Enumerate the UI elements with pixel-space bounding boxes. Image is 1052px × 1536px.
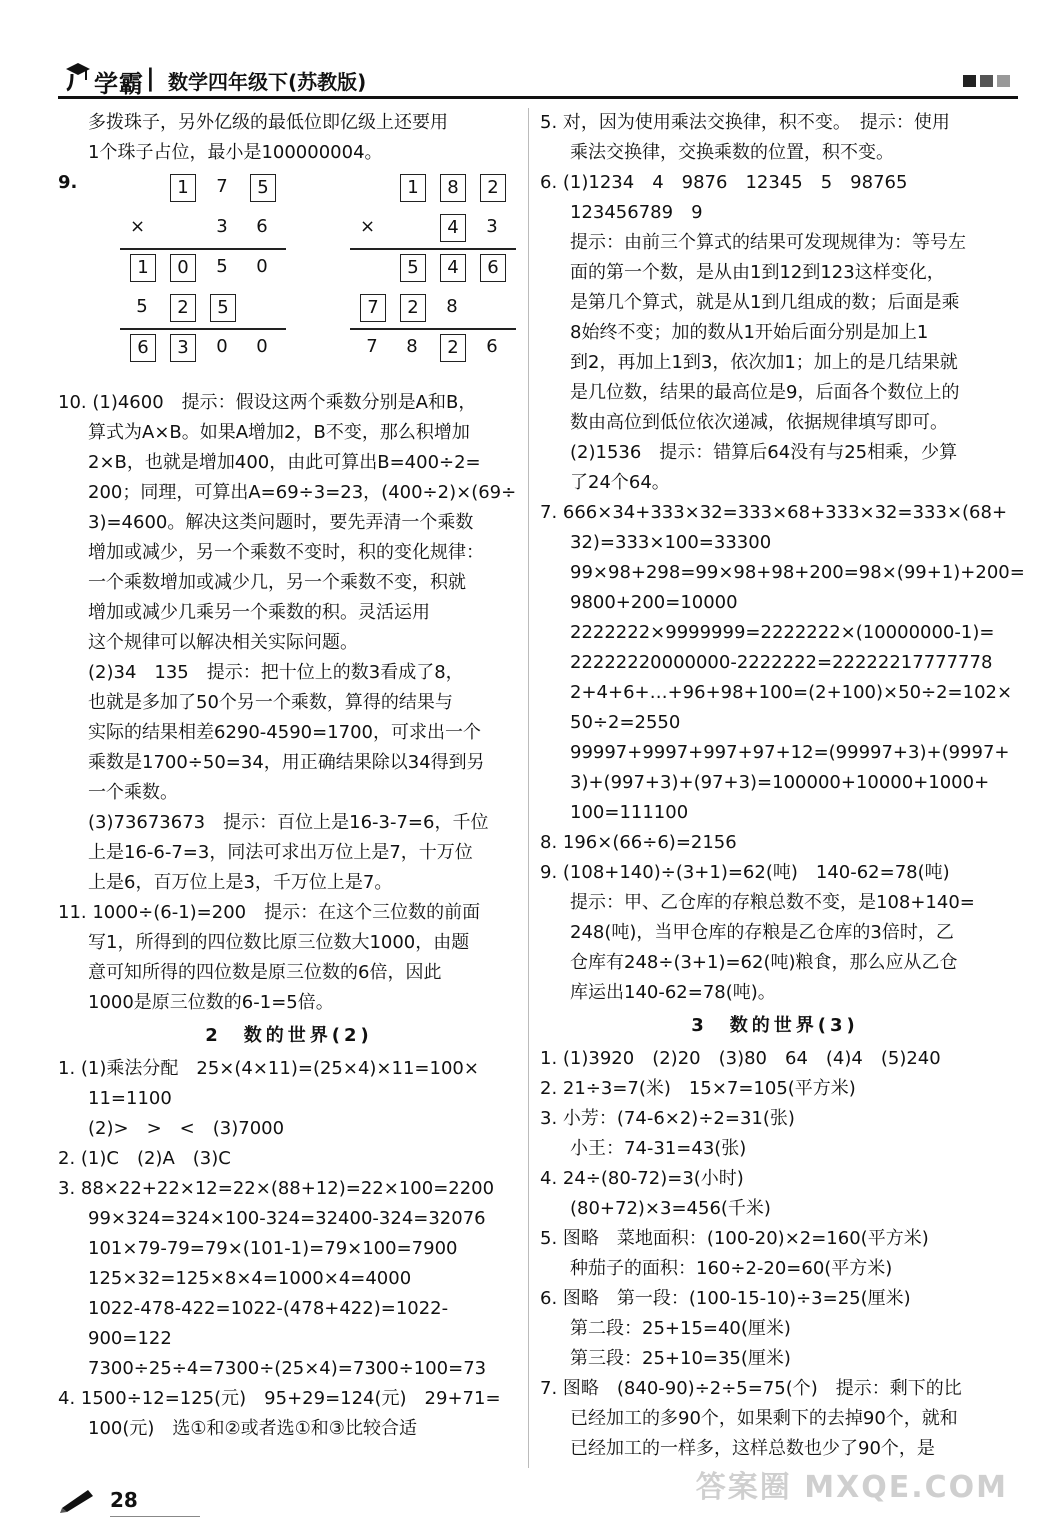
digit-cell: 6	[256, 216, 268, 237]
section-title: 2 数的世界(2)	[205, 1025, 373, 1046]
text-line: 100=111100	[570, 802, 689, 823]
digit-cell: 2	[170, 294, 196, 322]
text-line: 3. 小芳：(74-6×2)÷2=31(张)	[540, 1108, 795, 1129]
digit-cell: 3	[170, 334, 196, 362]
multiplication-puzzle-2	[350, 168, 516, 368]
text-line: 是第几个算式，就是从1到几组成的数；后面是乘	[570, 292, 960, 313]
multiply-sign: ×	[130, 216, 146, 237]
header-decoration	[959, 72, 1010, 91]
multiply-sign: ×	[360, 216, 376, 237]
text-line: 乘数是1700÷50=34，用正确结果除以34得到另	[88, 752, 485, 773]
text-line: 1. (1)3920 (2)20 (3)80 64 (4)4 (5)240	[540, 1048, 941, 1069]
digit-cell: 1	[170, 174, 196, 202]
text-line: 4. 24÷(80-72)=3(小时)	[540, 1168, 744, 1189]
text-line: 5. 对，因为使用乘法交换律，积不变。 提示：使用	[540, 112, 950, 133]
book-title: 数学四年级下(苏教版)	[168, 70, 367, 94]
text-line: 提示：由前三个算式的结果可发现规律为：等号左	[570, 232, 966, 253]
text-line: 小王：74-31=43(张)	[570, 1138, 747, 1159]
text-line: 32)=333×100=33300	[570, 532, 772, 553]
text-line: 7. 666×34+333×32=333×68+333×32=333×(68+	[540, 502, 1008, 523]
text-line: 算式为A×B。如果A增加2，B不变，那么积增加	[88, 422, 470, 443]
text-line: 仓库有248÷(3+1)=62(吨)粮食，那么应从乙仓	[570, 952, 958, 973]
digit-cell: 0	[256, 256, 268, 277]
text-line: 1000是原三位数的6-1=5倍。	[88, 992, 334, 1013]
question-10	[58, 388, 520, 898]
digit-cell: 5	[136, 296, 148, 317]
digit-cell: 0	[256, 336, 268, 357]
text-line: 7300÷25÷4=7300÷(25×4)=7300÷100=73	[88, 1358, 487, 1379]
digit-cell: 8	[446, 296, 458, 317]
text-line: 9800+200=10000	[570, 592, 738, 613]
text-line: 了24个64。	[570, 472, 670, 493]
text-line: 123456789 9	[570, 202, 703, 223]
text-line: 3)=4600。解决这类问题时，要先弄清一个乘数	[88, 512, 474, 533]
digit-cell: 4	[440, 214, 466, 242]
brand-separator: |	[146, 64, 155, 92]
page-number: 28	[110, 1488, 138, 1512]
digit-cell: 7	[216, 176, 228, 197]
text-line: 50÷2=2550	[570, 712, 681, 733]
text-line: 11=1100	[88, 1088, 172, 1109]
text-line: 8. 196×(66÷6)=2156	[540, 832, 737, 853]
question-11	[58, 898, 520, 1018]
text-line: 也就是多加了50个另一个乘数，算得的结果与	[88, 692, 453, 713]
text-line: 2222222×9999999=2222222×(10000000-1)=	[570, 622, 995, 643]
page-header	[58, 58, 1018, 99]
text-line: 22222220000000-2222222=22222217777778	[570, 652, 993, 673]
text-line: 多拨珠子，另外亿级的最低位即亿级上还要用	[88, 112, 448, 133]
digit-cell: 3	[486, 216, 498, 237]
text-line: 数由高位到低位依次递减，依据规律填写即可。	[570, 412, 948, 433]
text-line: 已经加工的多90个，如果剩下的去掉90个，就和	[570, 1408, 958, 1429]
text-line: 第二段：25+15=40(厘米)	[570, 1318, 791, 1339]
left-column	[58, 108, 520, 1444]
digit-cell: 6	[130, 334, 156, 362]
text-line: 提示：甲、乙仓库的存粮总数不变，是108+140=	[570, 892, 975, 913]
digit-cell: 1	[400, 174, 426, 202]
digit-cell: 2	[440, 334, 466, 362]
text-line: 7. 图略 (840-90)÷2÷5=75(个) 提示：剩下的比	[540, 1378, 962, 1399]
text-line: (2)34 135 提示：把十位上的数3看成了8，	[88, 662, 464, 683]
text-line: 库运出140-62=78(吨)。	[570, 982, 776, 1003]
text-line: 实际的结果相差6290-4590=1700，可求出一个	[88, 722, 482, 743]
mortarboard-icon	[64, 60, 92, 92]
digit-cell: 6	[480, 254, 506, 282]
calculation-rule	[350, 248, 516, 250]
text-line: 101×79-79=79×(101-1)=79×100=7900	[88, 1238, 458, 1259]
calculation-rule	[120, 328, 286, 330]
calculation-rule	[350, 328, 516, 330]
text-line: (2)> > < (3)7000	[88, 1118, 285, 1139]
text-line: 2. (1)C (2)A (3)C	[58, 1148, 231, 1169]
watermark: 答案圈 MXQE.COM	[695, 1470, 1008, 1505]
text-line: 248(吨)，当甲仓库的存粮是乙仓库的3倍时，乙	[570, 922, 954, 943]
text-line: 1022-478-422=1022-(478+422)=1022-	[88, 1298, 449, 1319]
text-line: 100(元) 选①和②或者选①和③比较合适	[88, 1418, 417, 1439]
text-line: 5. 图略 菜地面积：(100-20)×2=160(平方米)	[540, 1228, 929, 1249]
digit-cell: 2	[480, 174, 506, 202]
digit-cell: 8	[440, 174, 466, 202]
text-line: 2. 21÷3=7(米) 15×7=105(平方米)	[540, 1078, 856, 1099]
text-line: 已经加工的一样多，这样总数也少了90个，是	[570, 1438, 935, 1459]
multiplication-puzzle-1	[120, 168, 286, 368]
text-line: (2)1536 提示：错算后64没有与25相乘，少算	[570, 442, 958, 463]
text-line: 125×32=125×8×4=1000×4=4000	[88, 1268, 412, 1289]
text-line: 增加或减少，另一个乘数不变时，积的变化规律：	[88, 542, 484, 563]
text-line: (80+72)×3=456(千米)	[570, 1198, 771, 1219]
text-line: 增加或减少几乘另一个乘数的积。灵活运用	[88, 602, 430, 623]
text-line: 3. 88×22+22×12=22×(88+12)=22×100=2200	[58, 1178, 495, 1199]
digit-cell: 7	[360, 294, 386, 322]
text-line: 200；同理，可算出A=69÷3=23，(400÷2)×(69÷	[88, 482, 517, 503]
text-line: 9. (108+140)÷(3+1)=62(吨) 140-62=78(吨)	[540, 862, 950, 883]
digit-cell: 5	[216, 256, 228, 277]
text-line: 6. 图略 第一段：(100-15-10)÷3=25(厘米)	[540, 1288, 911, 1309]
digit-cell: 3	[216, 216, 228, 237]
text-line: 种茄子的面积：160÷2-20=60(平方米)	[570, 1258, 893, 1279]
section-2-answers	[58, 1054, 520, 1444]
text-line: 面的第一个数，是从由1到12到123这样变化，	[570, 262, 945, 283]
digit-cell: 6	[486, 336, 498, 357]
text-line: 第三段：25+10=35(厘米)	[570, 1348, 791, 1369]
text-line: 1个珠子占位，最小是100000004。	[88, 142, 383, 163]
digit-cell: 4	[440, 254, 466, 282]
answers-part-b	[540, 1044, 1010, 1464]
calculation-rule	[120, 248, 286, 250]
digit-cell: 1	[130, 254, 156, 282]
question-9	[58, 168, 520, 388]
text-line: 99×324=324×100-324=32400-324=32076	[88, 1208, 486, 1229]
text-line: 99997+9997+997+97+12=(99997+3)+(9997+	[570, 742, 1010, 763]
text-line: 2×B，也就是增加400，由此可算出B=400÷2=	[88, 452, 481, 473]
text-line: 2+4+6+…+96+98+100=(2+100)×50÷2=102×	[570, 682, 1013, 703]
question-number: 9.	[58, 172, 78, 193]
text-line: (3)73673673 提示：百位上是16-3-7=6，千位	[88, 812, 489, 833]
digit-cell: 5	[250, 174, 276, 202]
text-line: 3)+(997+3)+(97+3)=100000+10000+1000+	[570, 772, 990, 793]
text-line: 6. (1)1234 4 9876 12345 5 98765	[540, 172, 908, 193]
text-line: 是几位数，结果的最高位是9，后面各个数位上的	[570, 382, 960, 403]
digit-cell: 5	[400, 254, 426, 282]
text-line: 这个规律可以解决相关实际问题。	[88, 632, 358, 653]
text-line: 到2，再加上1到3，依次加1；加上的是几结果就	[570, 352, 958, 373]
text-line: 900=122	[88, 1328, 172, 1349]
digit-cell: 7	[366, 336, 378, 357]
text-line: 8始终不变；加的数从1开始后面分别是加上1	[570, 322, 929, 343]
page-footer	[58, 1482, 258, 1522]
right-column	[540, 108, 1025, 1464]
text-line: 意可知所得的四位数是原三位数的6倍，因此	[88, 962, 442, 983]
column-divider	[528, 108, 529, 1468]
text-line: 11. 1000÷(6-1)=200 提示：在这个三位数的前面	[58, 902, 481, 923]
digit-cell: 0	[170, 254, 196, 282]
text-line: 上是16-6-7=3，同法可求出万位上是7，十万位	[88, 842, 473, 863]
digit-cell: 2	[400, 294, 426, 322]
text-line: 上是6，百万位上是3，千万位上是7。	[88, 872, 393, 893]
text-line: 4. 1500÷12=125(元) 95+29=124(元) 29+71=	[58, 1388, 501, 1409]
text-line: 一个乘数。	[88, 782, 178, 803]
digit-cell: 8	[406, 336, 418, 357]
brand-name: 学霸	[94, 70, 144, 98]
answers-part-a	[540, 108, 1025, 1008]
pencil-icon	[58, 1484, 98, 1514]
digit-cell: 5	[210, 294, 236, 322]
section-title: 3 数的世界(3)	[691, 1015, 859, 1036]
text-line: 1. (1)乘法分配 25×(4×11)=(25×4)×11=100×	[58, 1058, 479, 1079]
text-line: 10. (1)4600 提示：假设这两个乘数分别是A和B，	[58, 392, 477, 413]
digit-cell: 0	[216, 336, 228, 357]
footer-rule	[110, 1516, 200, 1517]
text-line: 写1，所得到的四位数比原三位数大1000，由题	[88, 932, 470, 953]
text-line: 乘法交换律，交换乘数的位置，积不变。	[570, 142, 894, 163]
text-line: 99×98+298=99×98+98+200=98×(99+1)+200=	[570, 562, 1025, 583]
text-line: 一个乘数增加或减少几，另一个乘数不变，积就	[88, 572, 466, 593]
